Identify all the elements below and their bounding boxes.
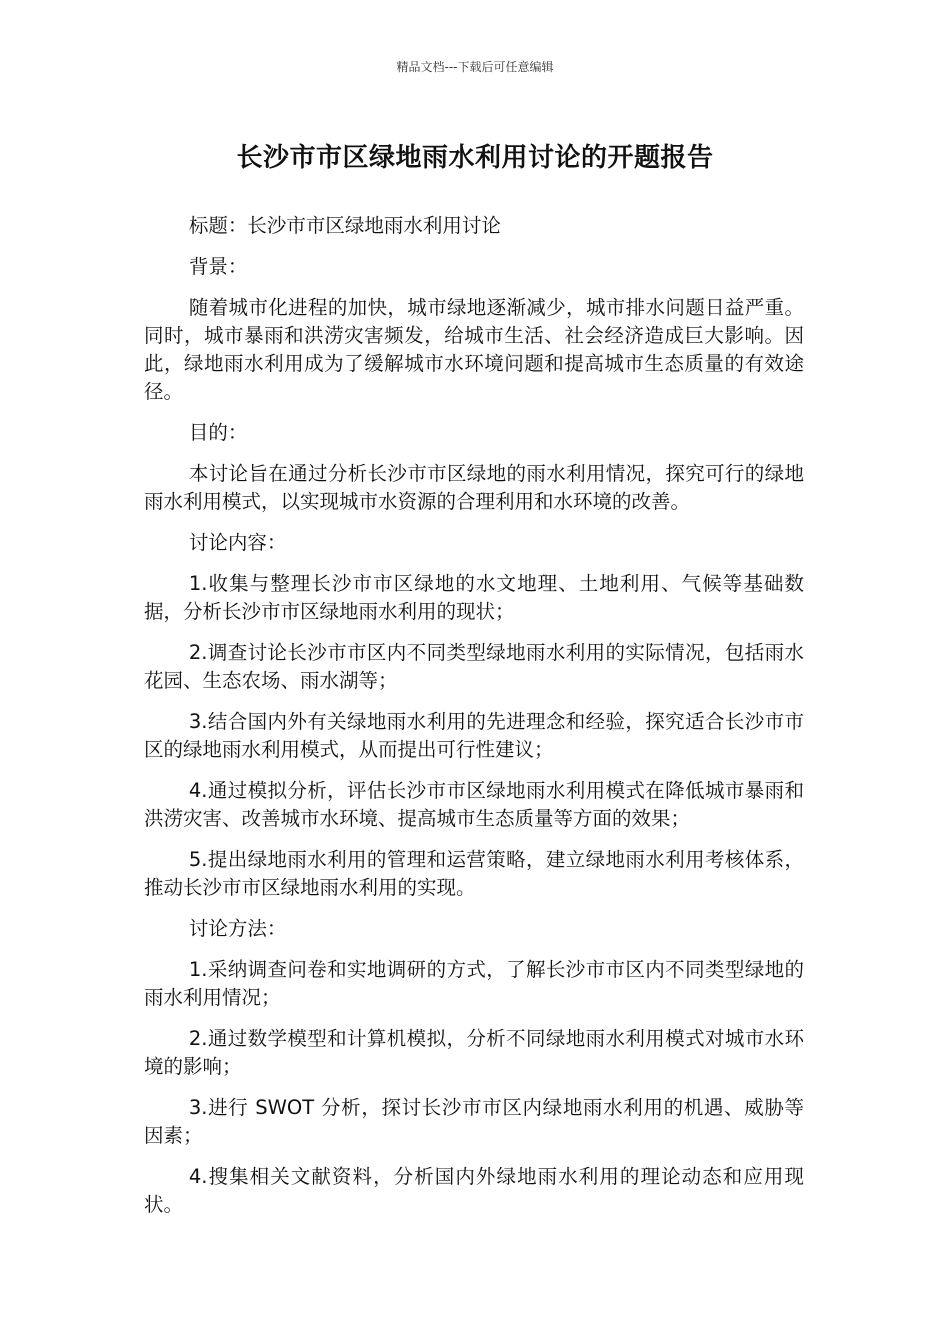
paragraph-method-item-4: 4.搜集相关文献资料，分析国内外绿地雨水利用的理论动态和应用现状。 [144, 1165, 804, 1216]
paragraph-method-item-3: 3.进行 SWOT 分析，探讨长沙市市区内绿地雨水利用的机遇、威胁等因素； [144, 1096, 804, 1147]
paragraph-content-item-2: 2.调查讨论长沙市市区内不同类型绿地雨水利用的实际情况，包括雨水花园、生态农场、雨水湖等； [144, 641, 804, 692]
document-title: 长沙市市区绿地雨水利用讨论的开题报告 [236, 143, 714, 173]
paragraph-title-line: 标题：长沙市市区绿地雨水利用讨论 [188, 214, 501, 237]
paragraph-background: 随着城市化进程的加快，城市绿地逐渐减少，城市排水问题日益严重。同时，城市暴雨和洪涝灾害频发，给城市生活、社会经济造成巨大影响。因此，绿地雨水利用成为了缓解城市水环境问题和提高城市生态质量的有效途径。 [144, 296, 804, 403]
document-body [144, 212, 804, 1232]
paragraph-method-item-2: 2.通过数学模型和计算机模拟，分析不同绿地雨水利用模式对城市水环境的影响； [144, 1027, 804, 1078]
paragraph-background-heading: 背景： [188, 255, 248, 278]
paragraph-content-item-3: 3.结合国内外有关绿地雨水利用的先进理念和经验，探究适合长沙市市区的绿地雨水利用模式，从而提出可行性建议； [144, 710, 804, 761]
paragraph-content-item-4: 4.通过模拟分析，评估长沙市市区绿地雨水利用模式在降低城市暴雨和洪涝灾害、改善城市水环境、提高城市生态质量等方面的效果； [144, 779, 804, 830]
paragraph-method-heading: 讨论方法： [188, 917, 287, 940]
header-note: 精品文档---下载后可任意编辑 [396, 60, 554, 74]
paragraph-purpose-heading: 目的： [188, 421, 248, 444]
paragraph-purpose: 本讨论旨在通过分析长沙市市区绿地的雨水利用情况，探究可行的绿地雨水利用模式，以实现城市水资源的合理利用和水环境的改善。 [144, 462, 804, 513]
paragraph-content-item-5: 5.提出绿地雨水利用的管理和运营策略，建立绿地雨水利用考核体系，推动长沙市市区绿地雨水利用的实现。 [144, 848, 804, 899]
paragraph-content-item-1: 1.收集与整理长沙市市区绿地的水文地理、土地利用、气候等基础数据，分析长沙市市区绿地雨水利用的现状； [144, 572, 804, 623]
paragraph-content-heading: 讨论内容： [188, 531, 287, 554]
paragraph-method-item-1: 1.采纳调查问卷和实地调研的方式，了解长沙市市区内不同类型绿地的雨水利用情况； [144, 958, 804, 1009]
